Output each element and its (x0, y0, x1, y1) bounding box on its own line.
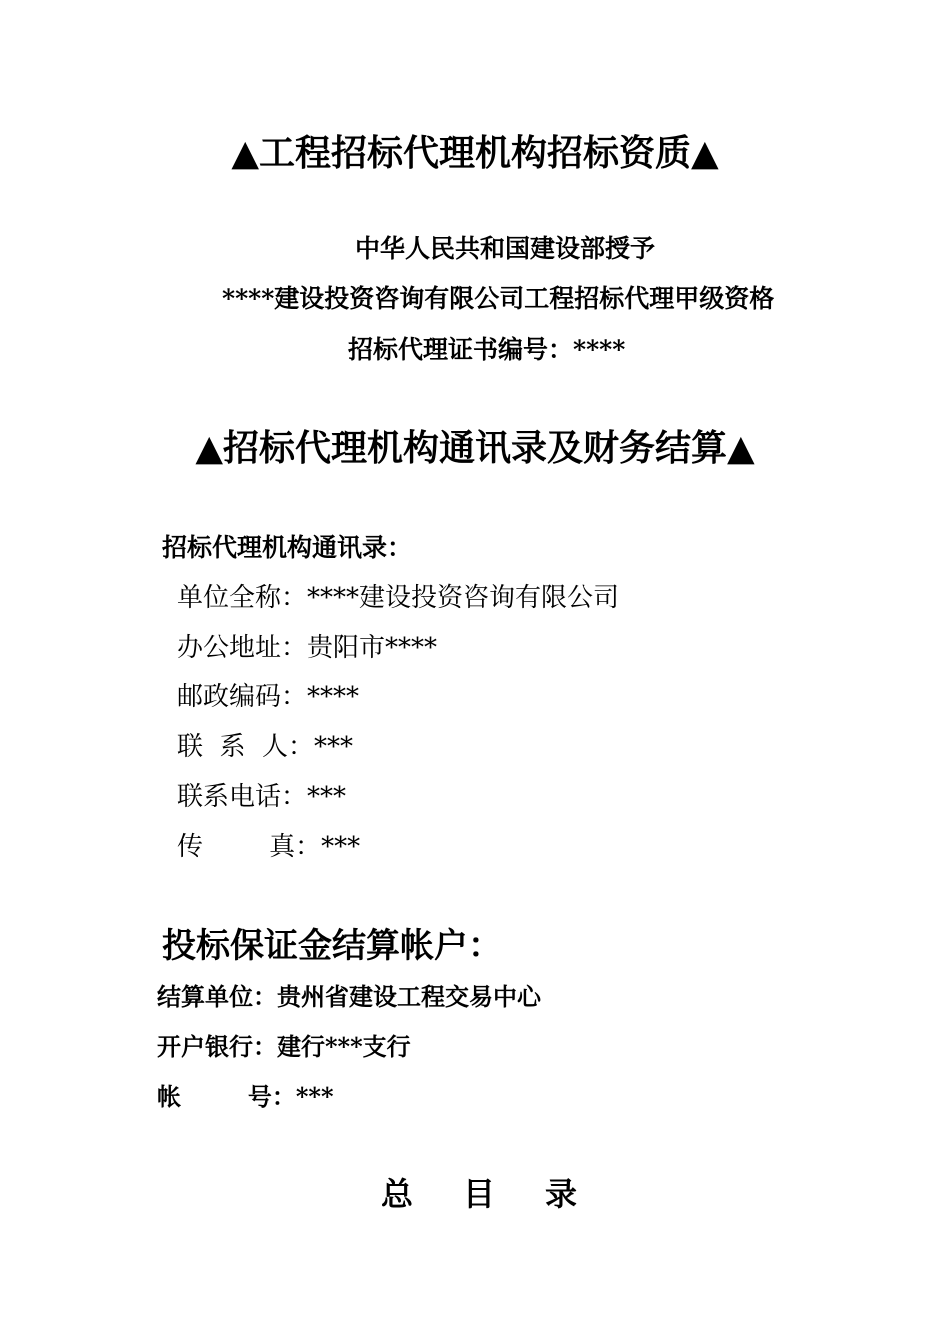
qualification-line: ****建设投资咨询有限公司工程招标代理甲级资格 (222, 284, 775, 313)
account-row-settlement-unit: 结算单位：贵州省建设工程交易中心 (157, 982, 541, 1011)
contact-row-phone: 联系电话：*** (177, 782, 347, 812)
authority-line: 中华人民共和国建设部授予 (354, 234, 655, 263)
contact-section-title: ▲招标代理机构通讯录及财务结算▲ (195, 427, 755, 469)
account-section-title: 投标保证金结算帐户： (162, 926, 502, 966)
certificate-line: 招标代理证书编号：**** (348, 335, 626, 364)
contact-row-contact-person: 联 系 人：*** (177, 732, 354, 762)
contact-row-address: 办公地址：贵阳市**** (177, 633, 438, 663)
contact-section-subtitle: 招标代理机构通讯录： (162, 533, 413, 562)
contact-row-postcode: 邮政编码：**** (177, 682, 360, 712)
account-row-bank: 开户银行：建行***支行 (157, 1032, 411, 1061)
contact-row-unit-name: 单位全称：****建设投资咨询有限公司 (177, 583, 620, 613)
contact-row-fax: 传 真：*** (177, 832, 361, 862)
qualification-title: ▲工程招标代理机构招标资质▲ (231, 132, 719, 174)
account-row-number: 帐 号：*** (157, 1082, 334, 1111)
toc-title: 总目录 (381, 1175, 628, 1213)
